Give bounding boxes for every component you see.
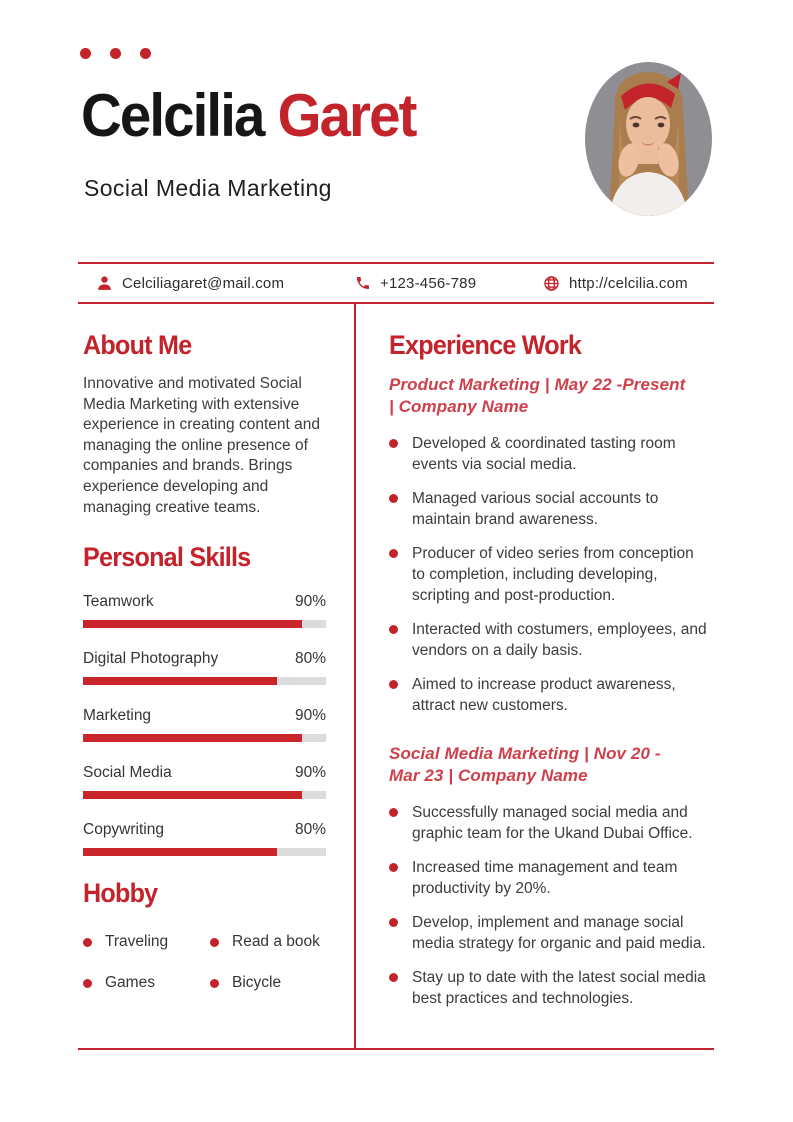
skill-item: [83, 593, 326, 628]
skill-item: [83, 650, 326, 685]
skill-bar-fill: [83, 620, 302, 628]
first-name: Celcilia: [81, 82, 264, 149]
contact-email: [96, 264, 284, 302]
skill-bar-fill: [83, 734, 302, 742]
skill-row: [83, 593, 326, 611]
bullet-icon: [389, 439, 398, 448]
hobby-item: [210, 974, 333, 992]
skill-item: [83, 707, 326, 742]
hobby-item: [210, 933, 333, 951]
bullet-icon: [389, 680, 398, 689]
bullet-text: Successfully managed social media and graphic team for the Ukand Dubai Office.: [412, 804, 693, 842]
dot-icon: [110, 48, 121, 59]
skill-row: [83, 764, 326, 782]
bullet-text: Interacted with costumers, employees, and vendors on a daily basis.: [412, 621, 707, 659]
candidate-role: Social Media Marketing: [84, 175, 332, 201]
contact-bar: [78, 262, 714, 304]
skill-bar-track: [83, 848, 326, 856]
bullet-icon: [389, 918, 398, 927]
about-me-title: About Me: [83, 330, 192, 360]
experience-title: Experience Work: [389, 330, 582, 360]
bullet-text: Develop, implement and manage social media strategy for organic and paid media.: [412, 914, 706, 952]
bullet-icon: [389, 549, 398, 558]
dot-icon: [80, 48, 91, 59]
hobby-label: Traveling: [105, 933, 169, 951]
experience-bullet: [389, 488, 708, 530]
left-column: [78, 302, 354, 1048]
bullet-icon: [83, 979, 92, 988]
hobby-item: [83, 933, 210, 951]
email-text: Celciliagaret@mail.com: [122, 274, 285, 292]
skill-label: Teamwork: [83, 593, 154, 611]
skill-bar-track: [83, 677, 326, 685]
bullet-text: Aimed to increase product awareness, attract new customers.: [412, 676, 676, 714]
job1-heading: Product Marketing | May 22 -Present | Company Name: [389, 375, 686, 416]
skill-label: Copywriting: [83, 821, 164, 839]
dot-icon: [140, 48, 151, 59]
bullet-icon: [389, 808, 398, 817]
experience-bullet: [389, 619, 708, 661]
skill-percent: 90%: [294, 764, 326, 782]
globe-icon: [543, 275, 560, 292]
skill-percent: 90%: [294, 593, 326, 611]
hobby-title: Hobby: [83, 878, 158, 909]
skill-label: Social Media: [83, 764, 172, 782]
phone-icon: [355, 275, 371, 291]
skill-item: [83, 821, 326, 856]
bullet-icon: [83, 938, 92, 947]
skill-percent: 80%: [294, 650, 326, 668]
skill-percent: 90%: [294, 707, 326, 725]
contact-phone: [355, 264, 476, 302]
phone-text: +123-456-789: [380, 274, 477, 292]
right-column: [354, 302, 714, 1048]
skill-row: [83, 821, 326, 839]
personal-skills-title: Personal Skills: [83, 542, 251, 573]
skill-label: Marketing: [83, 707, 152, 725]
skill-bar-track: [83, 791, 326, 799]
skill-row: [83, 707, 326, 725]
skill-bar-track: [83, 620, 326, 628]
experience-bullet: [389, 912, 708, 954]
bullet-icon: [210, 938, 219, 947]
candidate-name: [81, 82, 416, 149]
experience-bullet: [389, 967, 708, 1009]
skill-item: [83, 764, 326, 799]
person-icon: [96, 275, 113, 292]
skill-bar-fill: [83, 677, 277, 685]
skill-bar-fill: [83, 848, 277, 856]
bullet-icon: [389, 973, 398, 982]
hobby-label: Read a book: [232, 933, 320, 951]
experience-bullet: [389, 857, 708, 899]
hobby-list: [83, 933, 333, 992]
experience-bullet: [389, 433, 708, 475]
job1-bullets: [389, 433, 708, 716]
bullet-text: Producer of video series from conception to completion, including developing, scripting and post-production.: [412, 545, 694, 604]
decorative-dots: [80, 48, 151, 59]
main-content: [78, 302, 714, 1050]
skill-bar-fill: [83, 791, 302, 799]
job2-bullets: [389, 802, 708, 1009]
bullet-text: Managed various social accounts to maintain brand awareness.: [412, 490, 659, 528]
contact-website: [543, 264, 688, 302]
bullet-icon: [210, 979, 219, 988]
job2-heading: Social Media Marketing | Nov 20 - Mar 23 | Company Name: [389, 744, 661, 785]
skill-label: Digital Photography: [83, 650, 219, 668]
hobby-label: Games: [105, 974, 155, 992]
bullet-icon: [389, 494, 398, 503]
bullet-icon: [389, 625, 398, 634]
skill-bar-track: [83, 734, 326, 742]
website-text: http://celcilia.com: [569, 274, 688, 292]
hobby-item: [83, 974, 210, 992]
bullet-text: Developed & coordinated tasting room events via social media.: [412, 435, 676, 473]
experience-bullet: [389, 802, 708, 844]
last-name: Garet: [277, 82, 416, 149]
bullet-icon: [389, 863, 398, 872]
skill-percent: 80%: [294, 821, 326, 839]
about-me-text: Innovative and motivated Social Media Marketing with extensive experience in creating content and managing the online presence of companies and brands. Brings experience developing and managing creative teams.: [83, 375, 320, 516]
bullet-text: Stay up to date with the latest social media best practices and technologies.: [412, 969, 706, 1007]
skills-list: [83, 593, 326, 856]
hobby-label: Bicycle: [232, 974, 282, 992]
experience-bullet: [389, 674, 708, 716]
profile-photo: [585, 62, 712, 216]
bullet-text: Increased time management and team productivity by 20%.: [412, 859, 678, 897]
skill-row: [83, 650, 326, 668]
experience-bullet: [389, 543, 708, 606]
